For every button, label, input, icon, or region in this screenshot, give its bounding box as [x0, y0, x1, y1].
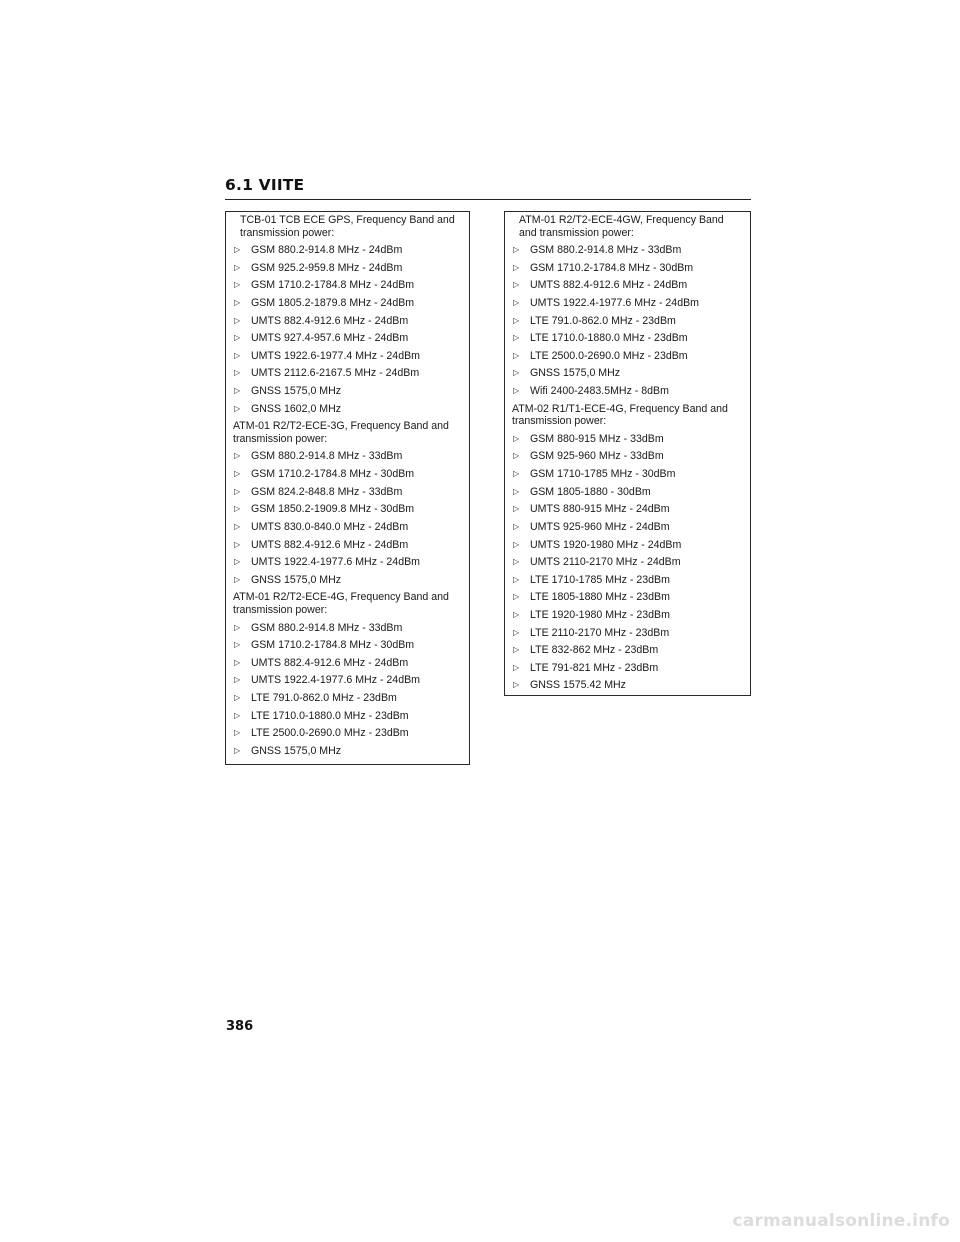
- list-item-text: LTE 1710.0-1880.0 MHz - 23dBm: [251, 709, 409, 722]
- list-item-text: GNSS 1575,0 MHz: [251, 385, 342, 398]
- list-item-text: Wifi 2400-2483.5MHz - 8dBm: [530, 385, 669, 398]
- list-item-text: UMTS 1922.4-1977.6 MHz - 24dBm: [251, 556, 420, 569]
- list-item-text: LTE 1920-1980 MHz - 23dBm: [530, 608, 670, 621]
- triangle-right-outline-icon: ▷: [234, 386, 241, 396]
- triangle-right-outline-icon: ▷: [513, 680, 520, 690]
- list-item-text: UMTS 925-960 MHz - 24dBm: [530, 520, 670, 533]
- list-item: [233, 710, 463, 723]
- list-item: [233, 332, 463, 345]
- list-item-text: GNSS 1602,0 MHz: [251, 402, 342, 415]
- triangle-right-outline-icon: ▷: [234, 692, 241, 702]
- triangle-right-outline-icon: ▷: [513, 280, 520, 290]
- triangle-right-outline-icon: ▷: [513, 386, 520, 396]
- triangle-right-outline-icon: ▷: [513, 557, 520, 567]
- list-item-text: GSM 925.2-959.8 MHz - 24dBm: [251, 261, 403, 274]
- triangle-right-outline-icon: ▷: [234, 451, 241, 461]
- list-item-text: UMTS 927.4-957.6 MHz - 24dBm: [251, 332, 409, 345]
- triangle-right-outline-icon: ▷: [513, 333, 520, 343]
- list-item: [233, 639, 463, 652]
- list-item: [512, 679, 744, 692]
- group-title: ATM-01 R2/T2-ECE-4GW, Frequency Band and transmission power:: [519, 214, 724, 239]
- triangle-right-outline-icon: ▷: [513, 350, 520, 360]
- list-item-text: UMTS 882.4-912.6 MHz - 24dBm: [251, 656, 409, 669]
- list-item: [233, 450, 463, 463]
- list-item-text: LTE 2500.0-2690.0 MHz - 23dBm: [251, 727, 409, 740]
- group-tcb01: [233, 214, 463, 415]
- list-item-text: GSM 1710.2-1784.8 MHz - 30dBm: [251, 468, 415, 481]
- list-item: [233, 403, 463, 416]
- list-item-text: LTE 1710.0-1880.0 MHz - 23dBm: [530, 332, 688, 345]
- list-item-text: GSM 1805.2-1879.8 MHz - 24dBm: [251, 297, 415, 310]
- list-item: [512, 468, 744, 481]
- list-item: [512, 450, 744, 463]
- list-item-text: GSM 1850.2-1909.8 MHz - 30dBm: [251, 503, 415, 516]
- list-item: [233, 539, 463, 552]
- list-item-text: UMTS 880-915 MHz - 24dBm: [530, 503, 670, 516]
- list-item-text: UMTS 882.4-912.6 MHz - 24dBm: [251, 538, 409, 551]
- list-item: [233, 315, 463, 328]
- frequency-list: [233, 622, 463, 758]
- list-item: [512, 486, 744, 499]
- list-item-text: UMTS 2110-2170 MHz - 24dBm: [530, 556, 681, 569]
- list-item: [233, 727, 463, 740]
- list-item-text: LTE 2500.0-2690.0 MHz - 23dBm: [530, 349, 688, 362]
- list-item-text: LTE 791.0-862.0 MHz - 23dBm: [530, 314, 676, 327]
- triangle-right-outline-icon: ▷: [234, 728, 241, 738]
- list-item: [233, 486, 463, 499]
- list-item-text: GSM 880.2-914.8 MHz - 33dBm: [530, 244, 682, 257]
- list-item: [233, 745, 463, 758]
- group-atm01-4gw: [512, 214, 744, 398]
- triangle-right-outline-icon: ▷: [513, 486, 520, 496]
- list-item: [512, 350, 744, 363]
- triangle-right-outline-icon: ▷: [513, 433, 520, 443]
- list-item: [512, 279, 744, 292]
- triangle-right-outline-icon: ▷: [234, 640, 241, 650]
- list-item-text: LTE 791-821 MHz - 23dBm: [530, 661, 659, 674]
- list-item: [512, 662, 744, 675]
- triangle-right-outline-icon: ▷: [234, 262, 241, 272]
- list-item: [512, 262, 744, 275]
- list-item-text: GSM 1710.2-1784.8 MHz - 30dBm: [251, 639, 415, 652]
- triangle-right-outline-icon: ▷: [234, 745, 241, 755]
- list-item-text: GSM 1710-1785 MHz - 30dBm: [530, 468, 676, 481]
- group-title: ATM-02 R1/T1-ECE-4G, Frequency Band and transmission power:: [512, 402, 728, 428]
- watermark-text: carmanualsonline.info: [732, 1211, 950, 1231]
- group-title: ATM-01 R2/T2-ECE-4G, Frequency Band and transmission power:: [233, 591, 449, 616]
- list-item-text: LTE 1805-1880 MHz - 23dBm: [530, 591, 670, 604]
- list-item-text: GSM 880-915 MHz - 33dBm: [530, 432, 664, 445]
- list-item: [512, 297, 744, 310]
- triangle-right-outline-icon: ▷: [513, 627, 520, 637]
- triangle-right-outline-icon: ▷: [513, 574, 520, 584]
- right-info-box: [504, 211, 751, 696]
- list-item: [512, 385, 744, 398]
- triangle-right-outline-icon: ▷: [234, 368, 241, 378]
- triangle-right-outline-icon: ▷: [513, 504, 520, 514]
- triangle-right-outline-icon: ▷: [234, 403, 241, 413]
- list-item: [233, 468, 463, 481]
- list-item: [512, 644, 744, 657]
- list-item-text: UMTS 882.4-912.6 MHz - 24dBm: [530, 279, 688, 292]
- section-heading: 6.1 VIITE: [225, 176, 305, 194]
- list-item: [512, 332, 744, 345]
- triangle-right-outline-icon: ▷: [513, 592, 520, 602]
- group-atm01-4g: [233, 591, 463, 757]
- list-item: [512, 244, 744, 257]
- triangle-right-outline-icon: ▷: [234, 245, 241, 255]
- list-item-text: GSM 925-960 MHz - 33dBm: [530, 450, 664, 463]
- frequency-list: [233, 450, 463, 586]
- frequency-list: [512, 244, 744, 397]
- list-item-text: UMTS 830.0-840.0 MHz - 24dBm: [251, 520, 409, 533]
- list-item-text: UMTS 1922.4-1977.6 MHz - 24dBm: [251, 674, 420, 687]
- list-item: [233, 556, 463, 569]
- triangle-right-outline-icon: ▷: [234, 622, 241, 632]
- list-item: [233, 367, 463, 380]
- triangle-right-outline-icon: ▷: [234, 574, 241, 584]
- list-item-text: GNSS 1575.42 MHz: [530, 679, 626, 692]
- list-item-text: GSM 880.2-914.8 MHz - 33dBm: [251, 450, 403, 463]
- heading-divider: [225, 199, 751, 200]
- list-item-text: LTE 2110-2170 MHz - 23dBm: [530, 626, 670, 639]
- list-item: [233, 622, 463, 635]
- list-item: [233, 657, 463, 670]
- triangle-right-outline-icon: ▷: [234, 521, 241, 531]
- list-item-text: GSM 880.2-914.8 MHz - 24dBm: [251, 244, 403, 257]
- list-item: [233, 692, 463, 705]
- triangle-right-outline-icon: ▷: [234, 504, 241, 514]
- list-item: [233, 350, 463, 363]
- triangle-right-outline-icon: ▷: [513, 662, 520, 672]
- list-item: [512, 574, 744, 587]
- list-item: [512, 521, 744, 534]
- list-item: [512, 433, 744, 446]
- group-atm02-4g: [512, 403, 744, 692]
- list-item: [512, 539, 744, 552]
- frequency-list: [512, 433, 744, 692]
- triangle-right-outline-icon: ▷: [513, 521, 520, 531]
- triangle-right-outline-icon: ▷: [234, 710, 241, 720]
- list-item-text: GSM 1710.2-1784.8 MHz - 24dBm: [251, 279, 415, 292]
- list-item-text: GSM 1710.2-1784.8 MHz - 30dBm: [530, 261, 694, 274]
- triangle-right-outline-icon: ▷: [234, 486, 241, 496]
- list-item: [233, 503, 463, 516]
- list-item: [233, 297, 463, 310]
- triangle-right-outline-icon: ▷: [234, 469, 241, 479]
- list-item-text: UMTS 1920-1980 MHz - 24dBm: [530, 538, 682, 551]
- triangle-right-outline-icon: ▷: [234, 315, 241, 325]
- list-item-text: GNSS 1575,0 MHz: [530, 367, 621, 380]
- triangle-right-outline-icon: ▷: [234, 298, 241, 308]
- triangle-right-outline-icon: ▷: [234, 657, 241, 667]
- list-item: [512, 367, 744, 380]
- list-item: [512, 503, 744, 516]
- list-item-text: LTE 832-862 MHz - 23dBm: [530, 644, 659, 657]
- list-item: [233, 244, 463, 257]
- triangle-right-outline-icon: ▷: [234, 675, 241, 685]
- triangle-right-outline-icon: ▷: [234, 539, 241, 549]
- list-item-text: GSM 880.2-914.8 MHz - 33dBm: [251, 621, 403, 634]
- triangle-right-outline-icon: ▷: [234, 350, 241, 360]
- triangle-right-outline-icon: ▷: [234, 333, 241, 343]
- frequency-list: [233, 244, 463, 415]
- list-item-text: UMTS 2112.6-2167.5 MHz - 24dBm: [251, 367, 420, 380]
- triangle-right-outline-icon: ▷: [513, 451, 520, 461]
- triangle-right-outline-icon: ▷: [513, 368, 520, 378]
- page-number: 386: [226, 1019, 254, 1034]
- list-item: [233, 385, 463, 398]
- list-item: [233, 521, 463, 534]
- group-title: TCB-01 TCB ECE GPS, Frequency Band and transmission power:: [240, 214, 455, 239]
- list-item: [233, 574, 463, 587]
- triangle-right-outline-icon: ▷: [513, 245, 520, 255]
- triangle-right-outline-icon: ▷: [234, 280, 241, 290]
- list-item-text: LTE 791.0-862.0 MHz - 23dBm: [251, 691, 397, 704]
- list-item: [512, 609, 744, 622]
- triangle-right-outline-icon: ▷: [513, 315, 520, 325]
- list-item-text: GSM 1805-1880 - 30dBm: [530, 485, 651, 498]
- triangle-right-outline-icon: ▷: [234, 557, 241, 567]
- triangle-right-outline-icon: ▷: [513, 645, 520, 655]
- list-item-text: UMTS 1922.4-1977.6 MHz - 24dBm: [530, 297, 699, 310]
- list-item: [512, 591, 744, 604]
- group-title: ATM-01 R2/T2-ECE-3G, Frequency Band and transmission power:: [233, 420, 449, 445]
- list-item: [233, 262, 463, 275]
- list-item: [233, 674, 463, 687]
- group-atm01-3g: [233, 420, 463, 586]
- list-item-text: GSM 824.2-848.8 MHz - 33dBm: [251, 485, 403, 498]
- triangle-right-outline-icon: ▷: [513, 469, 520, 479]
- triangle-right-outline-icon: ▷: [513, 298, 520, 308]
- triangle-right-outline-icon: ▷: [513, 262, 520, 272]
- triangle-right-outline-icon: ▷: [513, 539, 520, 549]
- triangle-right-outline-icon: ▷: [513, 609, 520, 619]
- list-item: [512, 315, 744, 328]
- list-item-text: GNSS 1575,0 MHz: [251, 744, 342, 757]
- list-item-text: UMTS 1922.6-1977.4 MHz - 24dBm: [251, 349, 420, 362]
- list-item-text: GNSS 1575,0 MHz: [251, 573, 342, 586]
- list-item-text: LTE 1710-1785 MHz - 23dBm: [530, 573, 670, 586]
- list-item: [512, 627, 744, 640]
- list-item: [512, 556, 744, 569]
- left-info-box: [225, 211, 470, 765]
- list-item: [233, 279, 463, 292]
- list-item-text: UMTS 882.4-912.6 MHz - 24dBm: [251, 314, 409, 327]
